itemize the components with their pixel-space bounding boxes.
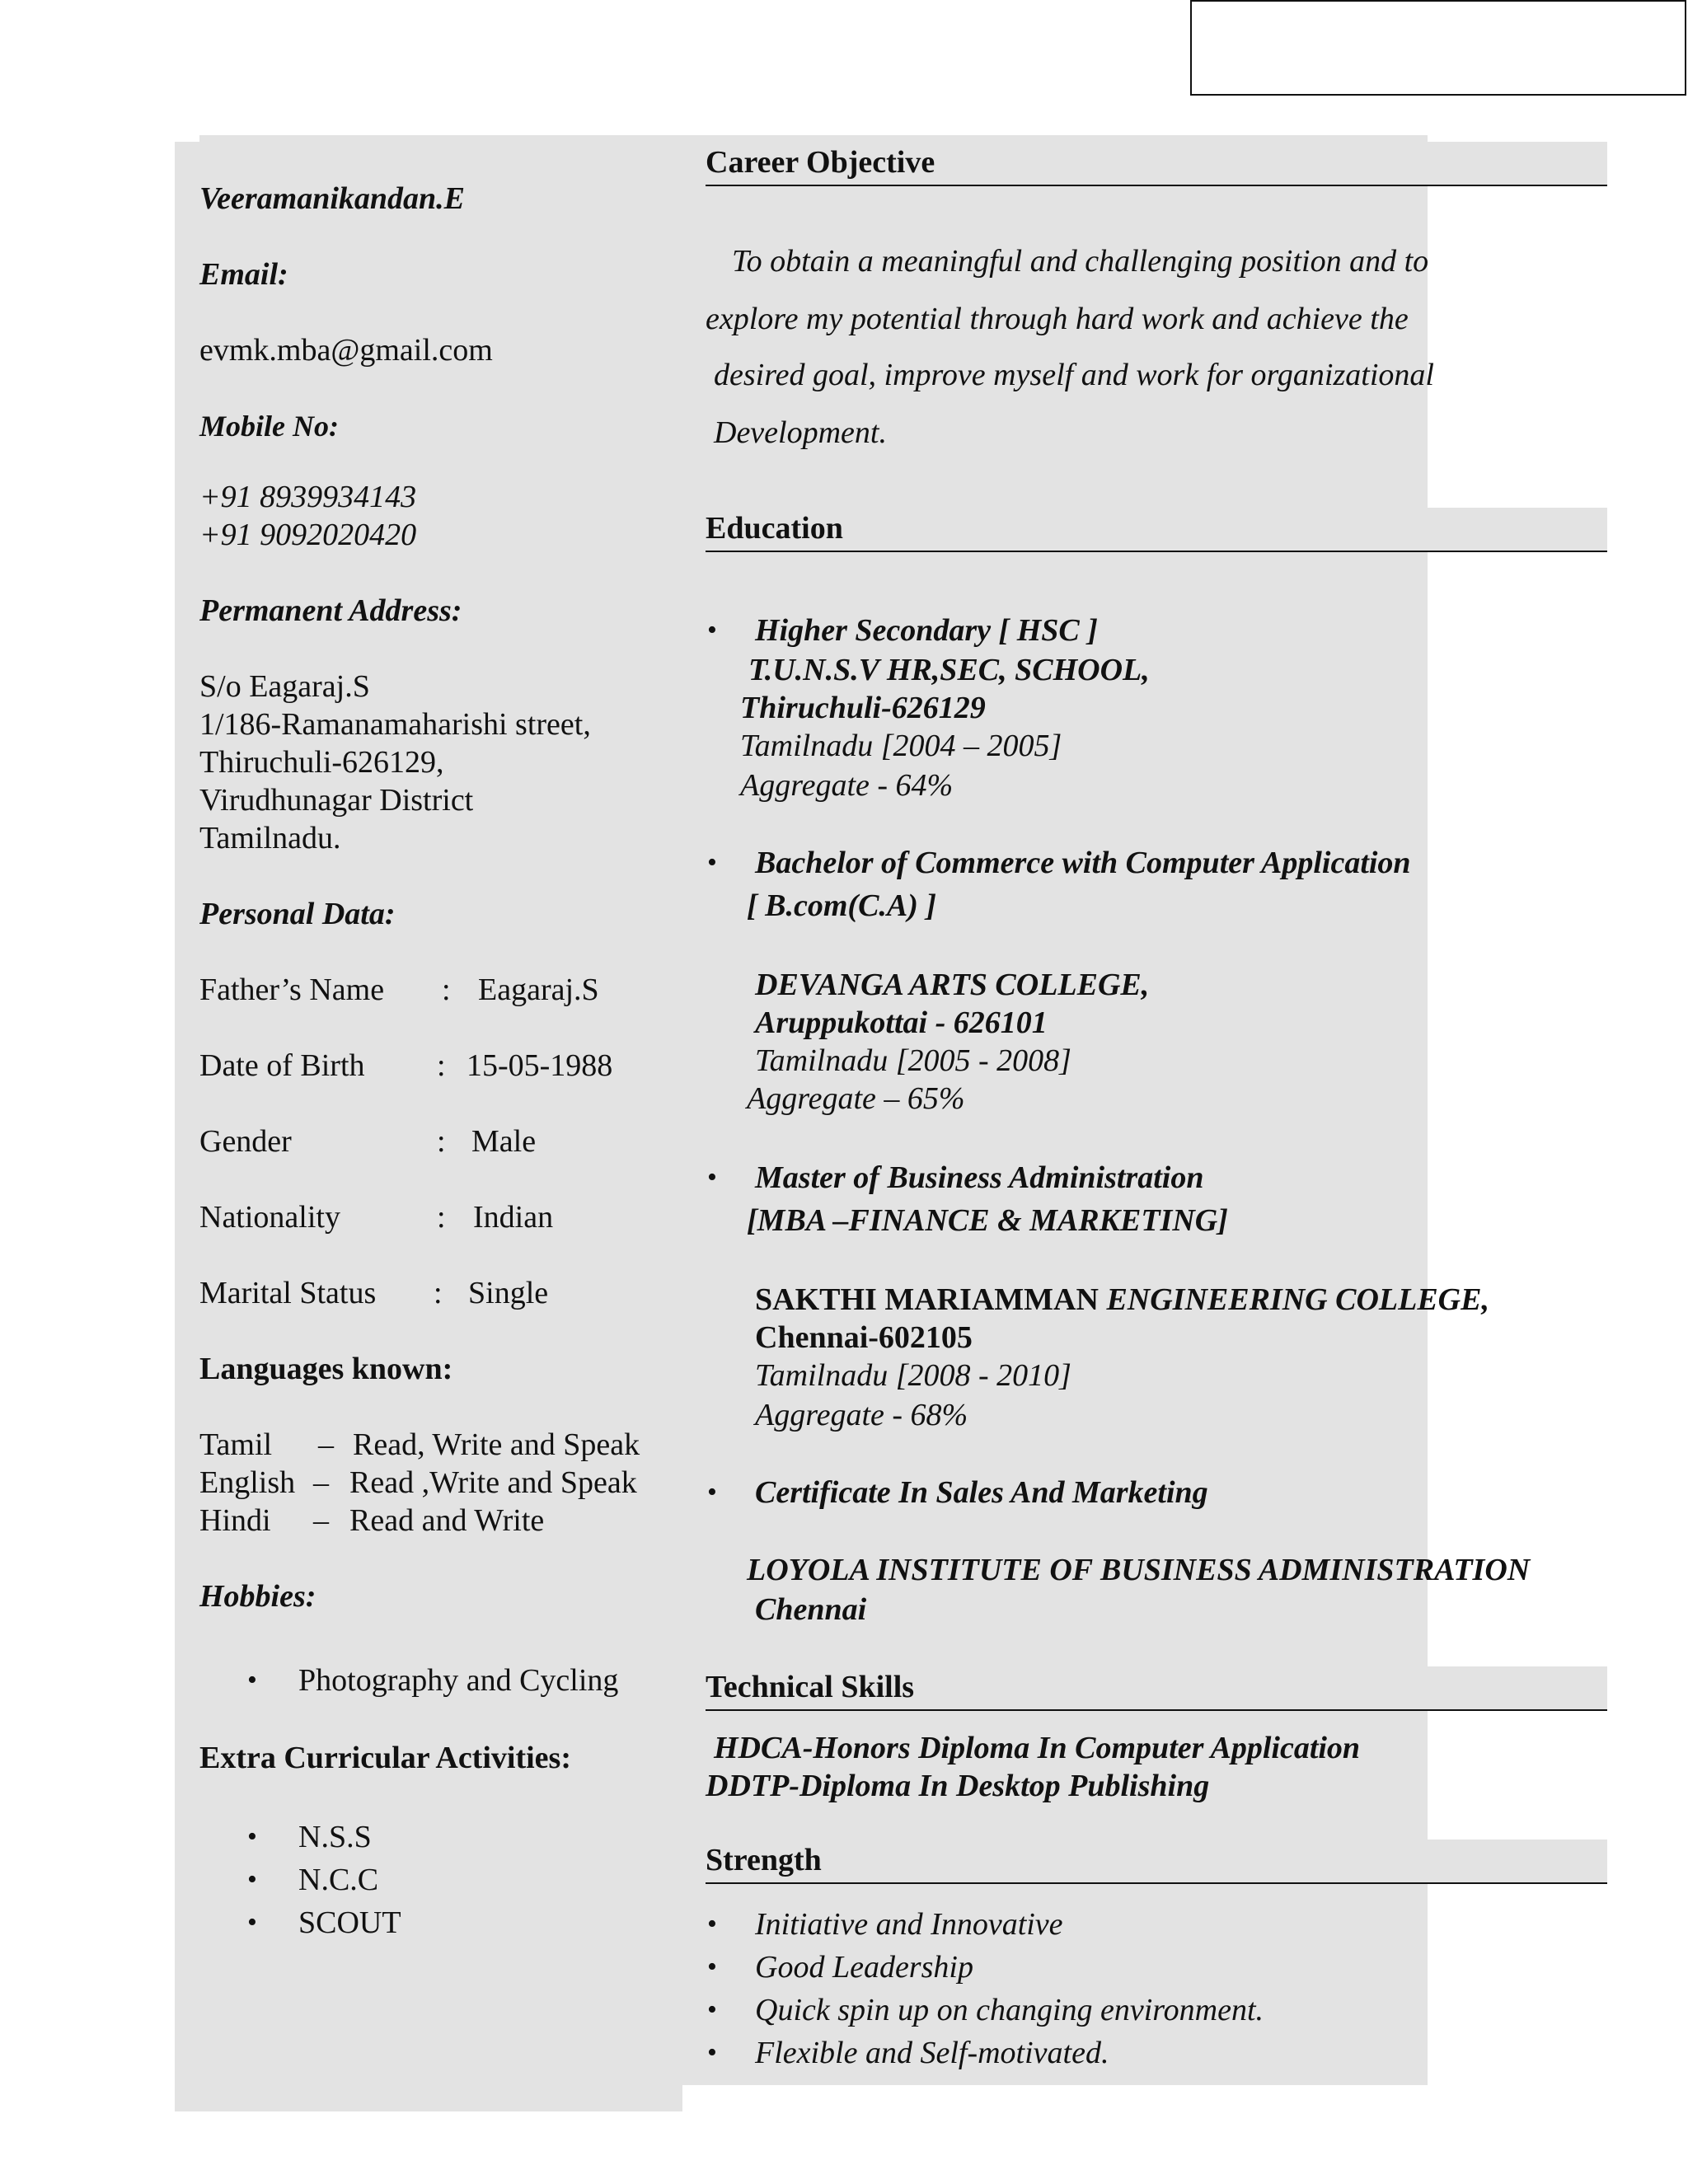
edu-hsc-period: Tamilnadu [2004 – 2005] [740,729,1062,763]
bullet-icon: • [247,1821,257,1852]
edu-bcom-college: DEVANGA ARTS COLLEGE, [755,968,1150,1002]
edu-hsc-city: Thiruchuli-626129 [740,691,986,725]
language-name: Hindi [199,1503,271,1538]
tech-skill-item: HDCA-Honors Diploma In Computer Application [714,1731,1361,1765]
email-value: evmk.mba@gmail.com [199,333,493,368]
photo-placeholder-box [1190,0,1686,96]
strength-item: Initiative and Innovative [755,1907,1063,1942]
bullet-icon: • [707,1162,717,1193]
mobile-1: +91 8939934143 [199,480,417,514]
strength-item: Good Leadership [755,1950,973,1985]
bullet-icon: • [707,1477,717,1507]
personal-marital-value: Single [468,1276,549,1310]
bullet-icon: • [247,1907,257,1938]
language-sep: – [313,1465,329,1500]
address-line: Virudhunagar District [199,783,474,818]
personal-dob-sep: : [437,1048,446,1083]
bullet-icon: • [707,1909,717,1939]
edu-bcom-aggregate: Aggregate – 65% [747,1081,965,1116]
education-header [706,508,1607,552]
edu-mba-period: Tamilnadu [2008 - 2010] [755,1358,1071,1393]
career-objective-line: To obtain a meaningful and challenging position and to [732,244,1429,279]
extra-item: N.S.S [298,1820,372,1854]
career-objective-line: Development. [714,415,887,450]
edu-cert-degree: Certificate In Sales And Marketing [755,1475,1208,1510]
strength-item: Quick spin up on changing environment. [755,1993,1264,2027]
personal-marital-label: Marital Status [199,1276,377,1310]
edu-bcom-abbr: [ B.com(C.A) ] [747,888,937,923]
career-objective-header [706,142,1607,186]
edu-bcom-city: Aruppukottai - 626101 [755,1005,1048,1040]
hobby-item: Photography and Cycling [298,1663,619,1698]
edu-hsc-degree: Higher Secondary [ HSC ] [755,613,1098,648]
personal-gender-value: Male [471,1124,537,1159]
extra-curricular-label: Extra Curricular Activities: [199,1741,571,1775]
personal-dob-label: Date of Birth [199,1048,365,1083]
edu-bcom-degree: Bachelor of Commerce with Computer Application [755,846,1411,880]
language-ability: Read, Write and Speak [353,1427,640,1462]
edu-cert-city: Chennai [755,1592,867,1627]
language-ability: Read and Write [349,1503,545,1538]
language-sep: – [318,1427,334,1462]
career-objective-line: explore my potential through hard work and achieve the [706,302,1409,336]
personal-gender-label: Gender [199,1124,292,1159]
language-sep: – [313,1503,329,1538]
address-label: Permanent Address: [199,593,462,628]
personal-nationality-label: Nationality [199,1200,340,1235]
personal-gender-sep: : [437,1124,446,1159]
edu-mba-college-italic: ENGINEERING COLLEGE, [1106,1282,1489,1317]
bullet-icon: • [707,847,717,878]
education-title: Education [706,511,843,546]
edu-mba-city: Chennai-602105 [755,1320,973,1355]
hobbies-label: Hobbies: [199,1579,316,1614]
mobile-2: +91 9092020420 [199,518,417,552]
bullet-icon: • [707,2037,717,2068]
languages-label: Languages known: [199,1352,453,1386]
extra-item: SCOUT [298,1905,401,1940]
strength-header [706,1840,1607,1884]
career-objective-title: Career Objective [706,145,935,180]
edu-mba-college [755,1281,1489,1319]
address-line: S/o Eagaraj.S [199,669,370,704]
language-name: Tamil [199,1427,273,1462]
mobile-label: Mobile No: [199,410,339,443]
bullet-icon: • [707,615,717,645]
personal-dob-value: 15-05-1988 [467,1048,613,1083]
technical-skills-title: Technical Skills [706,1670,915,1704]
edu-hsc-school: T.U.N.S.V HR,SEC, SCHOOL, [748,653,1150,687]
tech-skill-item: DDTP-Diploma In Desktop Publishing [706,1769,1210,1803]
personal-data-label: Personal Data: [199,897,396,931]
language-name: English [199,1465,296,1500]
personal-father-value: Eagaraj.S [478,972,599,1007]
edu-cert-institute: LOYOLA INSTITUTE OF BUSINESS ADMINISTRATION [747,1553,1531,1587]
edu-bcom-period: Tamilnadu [2005 - 2008] [755,1043,1071,1078]
language-ability: Read ,Write and Speak [349,1465,637,1500]
bullet-icon: • [247,1864,257,1895]
edu-mba-abbr: [MBA –FINANCE & MARKETING] [747,1203,1228,1238]
technical-skills-header [706,1666,1607,1711]
address-line: 1/186-Ramanamaharishi street, [199,707,591,742]
bullet-icon: • [707,1994,717,2025]
bullet-icon: • [247,1665,257,1695]
address-line: Thiruchuli-626129, [199,745,444,780]
edu-mba-aggregate: Aggregate - 68% [755,1398,968,1432]
career-objective-line: desired goal, improve myself and work for organizational [714,358,1434,392]
strength-title: Strength [706,1843,822,1877]
edu-hsc-aggregate: Aggregate - 64% [740,768,954,803]
strength-item: Flexible and Self-motivated. [755,2036,1109,2070]
extra-item: N.C.C [298,1863,379,1897]
address-line: Tamilnadu. [199,821,341,855]
candidate-name: Veeramanikandan.E [199,181,466,216]
personal-father-label: Father’s Name [199,972,385,1007]
personal-nationality-value: Indian [473,1200,554,1235]
personal-marital-sep: : [434,1276,443,1310]
personal-father-sep: : [442,972,451,1007]
email-label: Email: [199,257,288,292]
edu-mba-college-upright: SAKTHI MARIAMMAN [755,1282,1099,1317]
edu-mba-degree: Master of Business Administration [755,1160,1204,1195]
bullet-icon: • [707,1952,717,1982]
personal-nationality-sep: : [437,1200,446,1235]
